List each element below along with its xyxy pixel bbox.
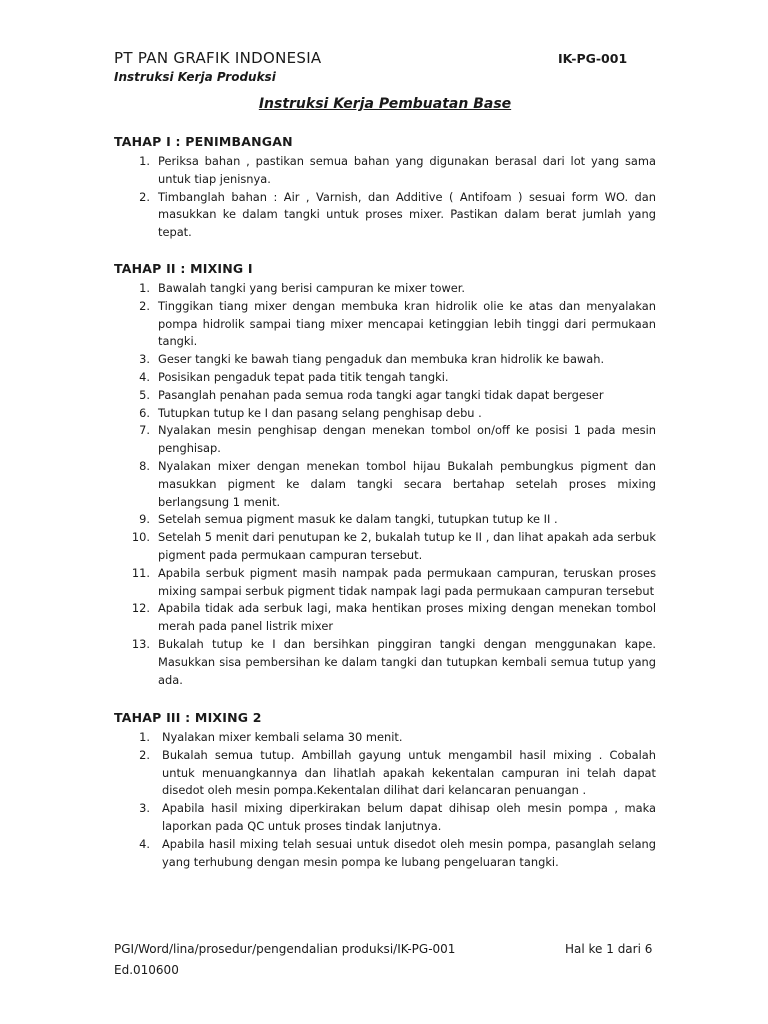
step-number: 2. <box>139 747 150 762</box>
step-text: Apabila tidak ada serbuk lagi, maka hentikan proses mixing dengan menekan tombol merah pada panel listrik mixer <box>158 601 656 634</box>
section-heading: TAHAP I : PENIMBANGAN <box>114 134 293 149</box>
step-text: Nyalakan mixer dengan menekan tombol hijau Bukalah pembungkus pigment dan masukkan pigment ke dalam tangki secara bertahap setelah proses mixing berlangsung 1 menit. <box>158 458 656 509</box>
list-item <box>114 280 656 298</box>
section-heading: TAHAP III : MIXING 2 <box>114 710 262 725</box>
list-item <box>114 422 656 458</box>
step-text: Periksa bahan , pastikan semua bahan yang digunakan berasal dari lot yang sama untuk tiap jenisnya. <box>158 154 656 186</box>
step-number: 9. <box>139 512 150 527</box>
section-mixing-2 <box>114 710 656 871</box>
step-number: 3. <box>139 352 150 367</box>
section-heading: TAHAP II : MIXING I <box>114 261 253 276</box>
list-item <box>114 800 656 836</box>
list-item <box>114 836 656 872</box>
step-text: Nyalakan mesin penghisap dengan menekan tombol on/off ke posisi 1 pada mesin penghisap. <box>158 423 656 456</box>
step-number: 1. <box>139 154 150 168</box>
list-item <box>114 600 656 636</box>
list-item <box>114 387 656 405</box>
step-text: Timbanglah bahan : Air , Varnish, dan Additive ( Antifoam ) sesuai form WO. dan masukkan ke dalam tangki untuk proses mixer. Pastikan dalam berat jumlah yang tepat. <box>158 189 656 240</box>
document-code: IK-PG-001 <box>558 51 628 66</box>
step-list <box>114 280 656 689</box>
step-number: 1. <box>139 281 150 295</box>
list-item <box>114 511 656 529</box>
list-item <box>114 529 656 565</box>
step-number: 3. <box>139 801 150 816</box>
step-text: Apabila hasil mixing diperkirakan belum dapat dihisap oleh mesin pompa , maka laporkan pada QC untuk proses tindak lanjutnya. <box>162 801 656 833</box>
step-list <box>114 153 656 242</box>
list-item <box>114 405 656 423</box>
step-number: 12. <box>131 601 150 616</box>
step-number: 10. <box>131 530 150 545</box>
footer-edition: Ed.010600 <box>114 963 179 977</box>
list-item <box>114 298 656 351</box>
step-text: Apabila hasil mixing telah sesuai untuk disedot oleh mesin pompa, pasanglah selang yang terhubung dengan mesin pompa ke lubang pengeluaran tangki. <box>162 836 656 869</box>
section-penimbangan <box>114 134 656 242</box>
step-text: Bukalah tutup ke I dan bersihkan pinggiran tangki dengan menggunakan kape. Masukkan sisa pembersihan ke dalam tangki dan tutupkan kembali semua tutup yang ada. <box>158 636 656 687</box>
list-item <box>114 351 656 369</box>
list-item <box>114 153 656 189</box>
step-text: Geser tangki ke bawah tiang pengaduk dan membuka kran hidrolik ke bawah. <box>158 352 605 367</box>
step-text: Bawalah tangki yang berisi campuran ke mixer tower. <box>158 281 466 295</box>
step-text: Posisikan pengaduk tepat pada titik tengah tangki. <box>158 369 449 384</box>
step-number: 2. <box>139 298 150 313</box>
step-text: Setelah semua pigment masuk ke dalam tangki, tutupkan tutup ke II . <box>158 512 558 527</box>
list-item <box>114 747 656 800</box>
step-text: Apabila serbuk pigment masih nampak pada permukaan campuran, teruskan proses mixing sampai serbuk pigment tidak nampak lagi pada permukaan campuran tersebut <box>158 565 656 598</box>
step-number: 7. <box>139 423 150 438</box>
step-number: 2. <box>139 189 150 204</box>
section-mixing-1 <box>114 261 656 689</box>
list-item <box>114 189 656 242</box>
step-text: Setelah 5 menit dari penutupan ke 2, bukalah tutup ke II , dan lihat apakah ada serbuk pigment pada permukaan campuran tersebut. <box>158 530 656 562</box>
step-number: 11. <box>131 565 150 580</box>
step-number: 8. <box>139 458 150 473</box>
step-text: Nyalakan mixer kembali selama 30 menit. <box>162 730 403 744</box>
list-item <box>114 636 656 689</box>
company-name: PT PAN GRAFIK INDONESIA <box>114 49 322 67</box>
document-title: Instruksi Kerja Pembuatan Base <box>258 96 512 112</box>
list-item <box>114 369 656 387</box>
department-label: Instruksi Kerja Produksi <box>114 70 276 84</box>
step-number: 5. <box>139 387 150 402</box>
footer-file-path: PGI/Word/lina/prosedur/pengendalian produksi/IK-PG-001 <box>114 942 456 956</box>
step-text: Tinggikan tiang mixer dengan membuka kran hidrolik olie ke atas dan menyalakan pompa hidrolik sampai tiang mixer mencapai ketinggian lebih tinggi dari permukaan tangki. <box>158 298 656 349</box>
step-number: 13. <box>131 636 150 651</box>
step-text: Bukalah semua tutup. Ambillah gayung untuk mengambil hasil mixing . Cobalah untuk menuangkannya dan lihatlah apakah kekentalan campuran ini telah dapat disedot oleh mesin pompa.Kekentalan dilihat dari kelancaran penuangan . <box>162 747 656 798</box>
step-text: Pasanglah penahan pada semua roda tangki agar tangki tidak dapat bergeser <box>158 387 604 402</box>
step-text: Tutupkan tutup ke I dan pasang selang penghisap debu . <box>158 405 482 420</box>
step-number: 1. <box>139 730 150 744</box>
list-item <box>114 458 656 511</box>
list-item <box>114 729 656 747</box>
footer-page-number: Hal ke 1 dari 6 <box>565 942 653 956</box>
step-list <box>114 729 656 871</box>
step-number: 6. <box>139 405 150 420</box>
step-number: 4. <box>139 836 150 851</box>
step-number: 4. <box>139 369 150 384</box>
list-item <box>114 565 656 601</box>
